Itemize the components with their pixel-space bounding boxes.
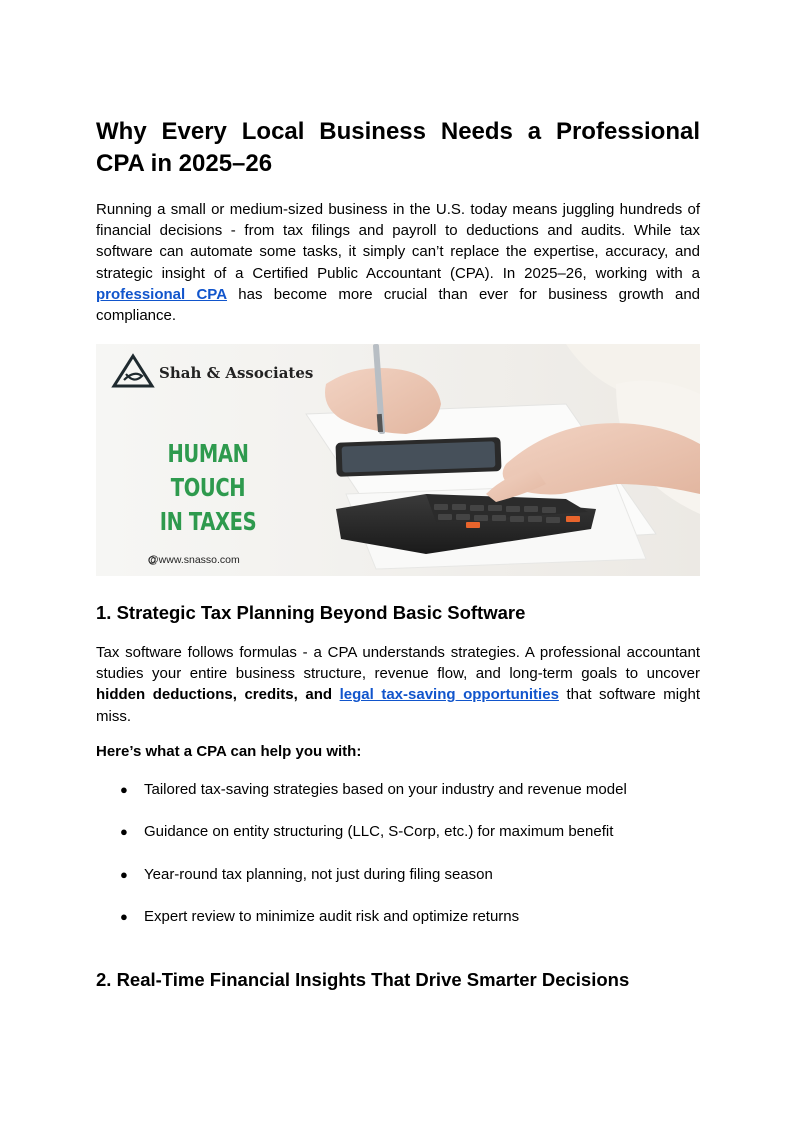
cpa-help-list: [96, 780, 627, 949]
list-item: [96, 780, 627, 822]
section-1-heading: 1. Strategic Tax Planning Beyond Basic Software: [96, 602, 526, 623]
brand-name: Shah & Associates: [159, 364, 314, 382]
intro-text-end: has become more crucial than ever for business growth and compliance.: [96, 285, 700, 325]
list-item: [96, 907, 627, 949]
section-1-paragraph: [96, 642, 700, 727]
article-title-line-2: CPA in 2025–26: [96, 150, 273, 177]
intro-paragraph: [96, 199, 700, 326]
list-item: [96, 865, 627, 907]
hero-headline-line-1: HUMAN TOUCH: [167, 439, 249, 502]
section-1-lead: Here’s what a CPA can help you with:: [96, 743, 362, 760]
section-1-bold-text: hidden deductions, credits, and: [96, 686, 340, 704]
list-item-text: Expert review to minimize audit risk and optimize returns: [144, 907, 520, 925]
article-title: [96, 116, 700, 180]
legal-tax-saving-link[interactable]: legal tax-saving opportunities: [339, 686, 559, 704]
section-2-heading: 2. Real-Time Financial Insights That Drive Smarter Decisions: [96, 969, 630, 990]
bullet-icon: ●: [120, 908, 128, 924]
bullet-icon: ●: [120, 782, 128, 797]
section-1-text-end: that software might miss.: [96, 686, 700, 725]
hero-image: [96, 344, 700, 576]
article-title-line-1: Why Every Local Business Needs a Professional: [96, 118, 700, 145]
section-1-text-start: Tax software follows formulas - a CPA understands strategies. A professional accountant studies your entire business structure, revenue flow, and long-term goals to uncover: [96, 644, 700, 683]
intro-text-start: Running a small or medium-sized business in the U.S. today means juggling hundreds of financial decisions - from tax filings and payroll to deductions and audits. While tax software can automate some tasks, it simply can’t replace the expertise, accuracy, and strategic insight of a Certified Public Accountant (CPA). In 2025–26, working with a: [96, 201, 700, 282]
professional-cpa-link[interactable]: professional CPA: [96, 285, 228, 303]
list-item-text: Year-round tax planning, not just during filing season: [144, 865, 493, 883]
website-label: @www.snasso.com: [148, 554, 240, 566]
bullet-icon: ●: [120, 824, 128, 840]
list-item-text: Tailored tax-saving strategies based on your industry and revenue model: [144, 781, 627, 798]
list-item: [96, 822, 627, 864]
hero-headline-line-2: IN TAXES: [159, 507, 257, 536]
bullet-icon: ●: [120, 866, 128, 882]
hero-headline: [146, 437, 271, 539]
list-item-text: Guidance on entity structuring (LLC, S-Corp, etc.) for maximum benefit: [144, 823, 614, 841]
